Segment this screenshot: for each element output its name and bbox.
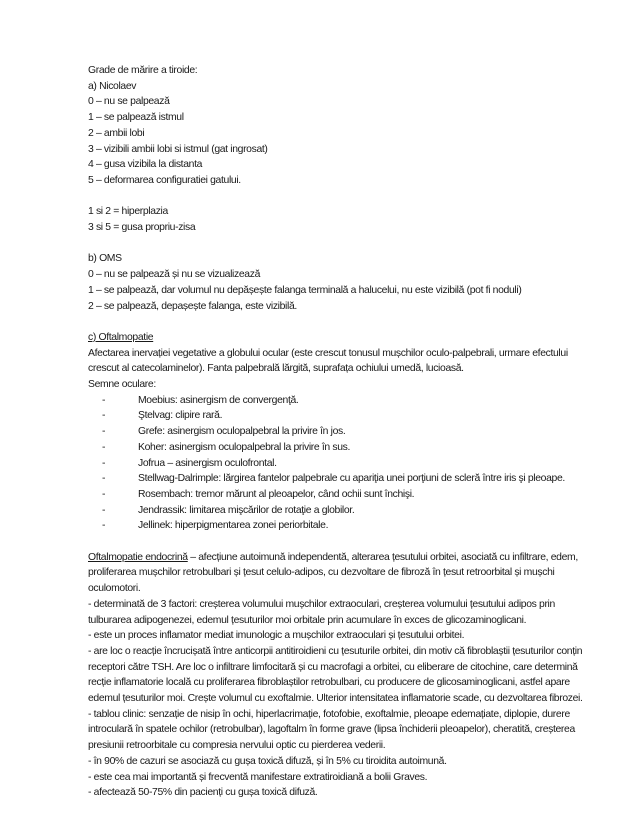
oms-item: 2 – se palpează, depașește falanga, este vizibilă. xyxy=(88,300,297,312)
group-item: 3 si 5 = gusa propriu-zisa xyxy=(88,222,196,234)
semne-label: Semne oculare: xyxy=(88,379,156,391)
list-item xyxy=(88,424,598,440)
grade-title: Grade de mărire a tiroide: xyxy=(88,65,198,76)
oms-item: 1 – se palpează, dar volumul nu depășește falanga terminală a halucelui, nu este vizibilă (pot fi noduli) xyxy=(88,284,522,296)
semn-text: Jendrassik: limitarea mişcărilor de rotaţie a globilor. xyxy=(138,504,355,516)
nicolaev-item: 0 – nu se palpează xyxy=(88,96,170,108)
spacer xyxy=(88,314,598,330)
semn-text: Stellwag-Dalrimple: lărgirea fantelor palpebrale cu apariţia unei porţiuni de scleră între iris şi pleoape. xyxy=(138,473,565,485)
oms-heading: b) OMS xyxy=(88,253,122,265)
semn-text: Koher: asinergism oculopalpebral la privire în sus. xyxy=(138,441,351,453)
bullet-dash: - xyxy=(102,457,106,469)
endocrina-point: - tablou clinic: senzație de nisip în ochi, hiperlacrimație, fotofobie, exoftalmie, pleoape edemațiate, diplopie, durere introculară în spatele ochilor (retrobulbar), lagoftalm în forme grave (lipsa închiderii pleoapelor), cheratită, creșterea presiunii retroorbitale cu compresia nervului optic cu pierderea vederii. xyxy=(88,708,575,752)
endocrina-point: - afectează 50-75% din pacienți cu gușa toxică difuză. xyxy=(88,787,318,799)
nicolaev-item: 2 – ambii lobi xyxy=(88,127,145,139)
spacer xyxy=(88,189,598,205)
semn-text: Ştelvag: clipire rară. xyxy=(138,410,223,422)
bullet-dash: - xyxy=(102,504,106,516)
semne-list xyxy=(88,393,598,534)
bullet-dash: - xyxy=(102,426,106,438)
endocrina-point: - are loc o reacție încrucișată între anticorpii antitiroidieni cu țesuturile orbitei, din motiv că fibroblaștii țesuturilor conțin receptori către TSH. Are loc o infiltrare limfocitară și cu macrofagi a orbitei, cu eliberare de citochine, care determină recție inflamatorie locală cu proliferarea fibroblaștilor retrobulbari, cu producere de glicosaminoglicani, astfel apare edemul țesuturilor moi. Crește volumul cu exoftalmie. Ulterior intensitatea inflamatorie scade, cu dezvoltarea fibrozei. xyxy=(88,645,583,705)
nicolaev-item: 3 – vizibili ambii lobi si istmul (gat ingrosat) xyxy=(88,143,268,155)
bullet-dash: - xyxy=(102,410,106,422)
nicolaev-item: 5 – deformarea configuratiei gatului. xyxy=(88,174,241,186)
semn-text: Jofrua – asinergism oculofrontal. xyxy=(138,457,277,469)
bullet-dash: - xyxy=(102,520,106,532)
bullet-dash: - xyxy=(102,441,106,453)
list-item xyxy=(88,440,598,456)
list-item xyxy=(88,471,598,487)
endocrina-point: - determinată de 3 factori: creșterea volumului mușchilor extraoculari, creșterea volumului țesutului adipos prin tulburarea adipogenezei, edemul țesuturilor moi orbitale prin acumulare în exces de glicozaminoglicani. xyxy=(88,598,555,626)
list-item xyxy=(88,503,598,519)
endocrina-definition: – afecțiune autoimună independentă, alterarea țesutului orbitei, asociată cu infiltrare, edem, proliferarea mușchilor retrobulbari și țesut celulo-adipos, cu dezvoltare de fibroză în țesut retroorbital și mușchi oculomotori. xyxy=(88,551,578,595)
nicolaev-heading: a) Nicolaev xyxy=(88,80,137,92)
list-item xyxy=(88,456,598,472)
semn-text: Grefe: asinergism oculopalpebral la privire în jos. xyxy=(138,426,346,438)
spacer xyxy=(88,236,598,252)
list-item xyxy=(88,487,598,503)
endocrina-point: - este un proces inflamator mediat imunologic a mușchilor extraoculari și țesutului orbitei. xyxy=(88,630,465,642)
semn-text: Jellinek: hiperpigmentarea zonei periorbitale. xyxy=(138,520,329,532)
endocrina-paragraph xyxy=(88,550,598,597)
bullet-dash: - xyxy=(102,394,106,406)
oms-item: 0 – nu se palpează și nu se vizualizează xyxy=(88,269,260,281)
nicolaev-item: 1 – se palpează istmul xyxy=(88,112,184,124)
bullet-dash: - xyxy=(102,473,106,485)
endocrina-point: - în 90% de cazuri se asociază cu gușa toxică difuză, și în 5% cu tiroidita autoimună. xyxy=(88,755,447,767)
list-item xyxy=(88,518,598,534)
list-item xyxy=(88,393,598,409)
oftalmopatie-intro: Afectarea inervației vegetative a globului ocular (este crescut tonusul mușchilor oculo-palpebrali, urmare efectului crescut al catecolaminelor). Fanta palpebrală lărgită, suprafața ochiului umedă, lucioasă. xyxy=(88,347,568,375)
endocrina-point: - este cea mai importantă și frecventă manifestare extratiroidiană a bolii Graves. xyxy=(88,771,428,783)
group-item: 1 si 2 = hiperplazia xyxy=(88,206,168,218)
bullet-dash: - xyxy=(102,488,106,500)
list-item xyxy=(88,408,598,424)
nicolaev-item: 4 – gusa vizibila la distanta xyxy=(88,159,203,171)
semn-text: Rosembach: tremor mărunt al pleoapelor, când ochii sunt închişi. xyxy=(138,488,415,500)
endocrina-heading: Oftalmopatie endocrină xyxy=(88,551,188,563)
oftalmopatie-heading: c) Oftalmopatie xyxy=(88,331,154,343)
semn-text: Moebius: asinergism de convergenţă. xyxy=(138,394,299,406)
spacer xyxy=(88,534,598,550)
